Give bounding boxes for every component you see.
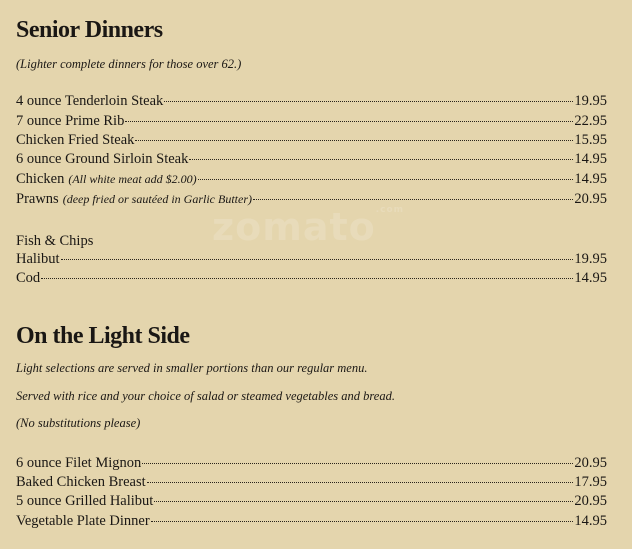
dot-leader	[198, 179, 574, 180]
dot-leader	[253, 199, 573, 200]
item-price: 17.95	[574, 474, 607, 490]
item-price: 20.95	[574, 493, 607, 509]
dot-leader	[135, 140, 573, 141]
item-description: (deep fried or sautéed in Garlic Butter)	[62, 192, 252, 206]
dot-leader	[142, 463, 573, 464]
item-name: 4 ounce Tenderloin Steak	[16, 93, 164, 109]
senior-dinners-title: Senior Dinners	[16, 17, 163, 43]
menu-item-row	[16, 191, 607, 210]
item-name: 6 ounce Filet Mignon	[16, 455, 142, 471]
dot-leader	[147, 482, 574, 483]
watermark-text: zomato	[212, 205, 376, 249]
item-price: 14.95	[574, 270, 607, 286]
item-price: 14.95	[574, 151, 607, 167]
item-price: 14.95	[574, 513, 607, 529]
menu-item-row	[16, 493, 607, 512]
item-name: 7 ounce Prime Rib	[16, 113, 125, 129]
dot-leader	[125, 121, 573, 122]
light-side-note: Served with rice and your choice of salad or steamed vegetables and bread.	[16, 389, 395, 403]
item-price: 20.95	[574, 455, 607, 471]
dot-leader	[154, 501, 573, 502]
watermark	[212, 205, 404, 249]
item-name: 5 ounce Grilled Halibut	[16, 493, 154, 509]
item-price: 19.95	[574, 93, 607, 109]
item-price: 20.95	[574, 191, 607, 207]
light-side-note: (No substitutions please)	[16, 416, 141, 430]
dot-leader	[189, 159, 573, 160]
light-side-note: Light selections are served in smaller portions than our regular menu.	[16, 361, 368, 375]
menu-item-row	[16, 513, 607, 532]
senior-dinners-subtitle: (Lighter complete dinners for those over 62.)	[16, 57, 242, 71]
menu-item-row	[16, 151, 607, 170]
item-name: Vegetable Plate Dinner	[16, 513, 150, 529]
item-name: Chicken	[16, 171, 65, 187]
dot-leader	[164, 101, 573, 102]
menu-item-row	[16, 270, 607, 289]
menu-item-row	[16, 132, 607, 151]
dot-leader	[151, 521, 574, 522]
item-name: Prawns	[16, 191, 59, 207]
item-price: 19.95	[574, 251, 607, 267]
item-name: 6 ounce Ground Sirloin Steak	[16, 151, 189, 167]
dot-leader	[61, 259, 574, 260]
fish-and-chips-heading: Fish & Chips	[16, 233, 94, 249]
watermark-suffix: .com	[375, 205, 405, 215]
item-name: Halibut	[16, 251, 60, 267]
item-price: 14.95	[574, 171, 607, 187]
item-price: 15.95	[574, 132, 607, 148]
menu-item-row	[16, 474, 607, 493]
menu-item-row	[16, 171, 607, 190]
menu-item-row	[16, 93, 607, 112]
item-name: Cod	[16, 270, 41, 286]
item-price: 22.95	[574, 113, 607, 129]
light-side-title: On the Light Side	[16, 323, 190, 349]
menu-item-row	[16, 113, 607, 132]
item-description: (All white meat add $2.00)	[68, 172, 197, 186]
item-name: Baked Chicken Breast	[16, 474, 146, 490]
item-name: Chicken Fried Steak	[16, 132, 135, 148]
menu-item-row	[16, 251, 607, 270]
menu-item-row	[16, 455, 607, 474]
dot-leader	[41, 278, 573, 279]
